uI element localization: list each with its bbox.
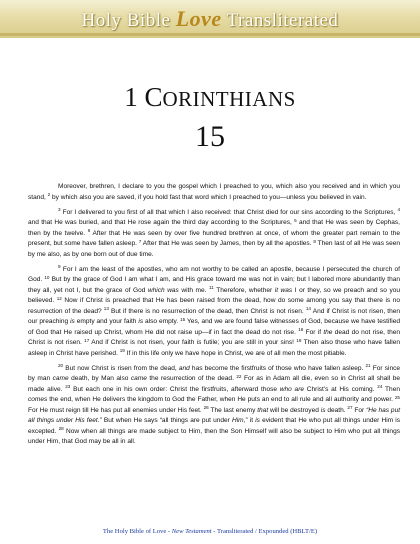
verse-text: death. <box>325 406 348 414</box>
italic-text: which was <box>147 286 179 294</box>
verse-text: Now when all things are made subject to Him, then the Son Himself will also be subject to Him who put all things under Him, that God may be all in all. <box>28 427 400 446</box>
verse-number: 28 <box>58 426 64 432</box>
verse-text: For I delivered to you first of all that which I also received: that Christ died for our sins according to the Scriptures, <box>60 208 398 216</box>
verse-text: If in this life only we have hope in Christ, we are of all men the most pitiable. <box>124 349 347 357</box>
italic-text: the <box>323 328 333 336</box>
verse-number: 14 <box>305 306 311 312</box>
verse-number: 17 <box>84 337 90 343</box>
verse-number: 10 <box>44 274 50 280</box>
verse-text: Now if Christ is preached that He has been raised from the dead, how do some among you say that there is no resurrection of the dead? <box>28 297 400 315</box>
verse-text: and that He was seen by Cephas, then by the twelve. <box>28 219 400 237</box>
italic-text: is <box>138 318 144 326</box>
banner-title <box>0 6 420 32</box>
paragraph <box>28 364 400 448</box>
verse-number: 6 <box>87 228 91 234</box>
verse-number: 16 <box>298 327 304 333</box>
verse-text: For since by man <box>28 364 400 383</box>
verse-number: 4 <box>397 207 400 213</box>
banner-title-part1: Holy Bible <box>81 10 176 31</box>
verse-text: by which also you are saved, if you hold fast that word which I preached to you—unless you believed in vain. <box>50 193 367 201</box>
paragraph <box>28 208 400 261</box>
verse-number: 23 <box>65 384 71 390</box>
verse-number: 12 <box>56 295 62 301</box>
verse-text: After that He was seen by over five hundred brethren at once, of whom the greater part remain to the present, but some have fallen asleep. <box>28 229 400 248</box>
italic-text: “He has put all things under His feet.” <box>28 406 401 425</box>
verse-number: 15 <box>180 316 186 322</box>
verse-text: and that He was buried, and that He rose again the third day according to the Scriptures, <box>28 219 295 227</box>
verse-text: has become the firstfruits of those who have fallen asleep. <box>189 364 366 372</box>
verse-text: with me. <box>178 286 209 294</box>
verse-number: 9 <box>58 264 61 270</box>
banner-title-part2: Transliterated <box>221 10 339 31</box>
italic-text: is <box>70 318 75 326</box>
verse-number: 3 <box>58 207 61 213</box>
verse-number: 26 <box>203 405 209 411</box>
verse-text: Yes, and we are found false witnesses of God, because we have testified of God that He raised up Christ, whom He did not raise up—if in fact the dead do not rise. <box>28 318 400 336</box>
verse-number: 13 <box>103 306 109 312</box>
verse-number: 22 <box>236 373 242 379</box>
verse-text: will be destroyed <box>268 406 321 414</box>
verse-text: Christ's at His coming. <box>304 385 378 393</box>
verse-number: 27 <box>347 405 353 411</box>
chapter-number: 15 <box>195 120 225 153</box>
book-title <box>0 82 420 113</box>
footer-suffix: - Transliterated / Expounded (HBLT/E) <box>211 528 318 535</box>
italic-text: is <box>320 406 326 414</box>
verse-text: ” it <box>245 417 256 425</box>
verse-text: futile; you are still in your sins! <box>201 339 297 347</box>
italic-text: comes <box>28 396 48 404</box>
italic-text: came <box>52 375 69 383</box>
verse-number: 18 <box>296 337 302 343</box>
verse-text: For if <box>303 328 324 336</box>
paragraph <box>28 182 400 203</box>
verse-text: After that He was seen by James, then by all the apostles. <box>141 240 314 248</box>
verse-text: But when He says “all things are put under <box>101 417 232 425</box>
verse-text: death, by Man also <box>68 375 131 383</box>
paragraph <box>28 265 400 360</box>
verse-text: But each one in his own order: Christ the firstfruits, afterward those <box>70 385 280 393</box>
verse-number: 25 <box>394 394 400 400</box>
verse-text: the end, when He delivers the kingdom to God the Father, when He puts an end to all rule and all authority and power. <box>47 396 395 404</box>
book-title-rest: ORINTHIANS <box>162 87 296 111</box>
italic-text: who are <box>279 385 305 393</box>
verse-number: 21 <box>365 363 371 369</box>
page-footer <box>0 528 420 535</box>
verse-text: evident that He who put all things under Him is excepted. <box>28 417 400 435</box>
verse-text: the resurrection of the dead. <box>146 375 237 383</box>
verse-text: And if Christ is not risen, then our preaching <box>28 307 400 326</box>
verse-number: 20 <box>58 363 64 369</box>
verse-text: For as in Adam all die, even so in Christ all shall be made alive. <box>28 375 400 393</box>
verse-text: also empty. <box>143 318 181 326</box>
italic-text: is <box>255 417 260 425</box>
italic-text: came <box>130 375 147 383</box>
italic-text: that <box>257 406 269 414</box>
verse-number: 2 <box>47 192 51 198</box>
book-title-initial: 1 C <box>124 82 163 112</box>
verse-text: And if Christ is not risen, your faith <box>89 339 197 347</box>
verse-number: 8 <box>313 238 316 244</box>
verse-number: 24 <box>377 384 383 390</box>
footer-prefix: The Holy Bible of Love - <box>102 528 172 535</box>
verse-number: 19 <box>119 348 125 354</box>
verse-text: dead do not rise, then Christ is not risen. <box>28 328 400 347</box>
footer-italic: New Testament <box>171 528 212 535</box>
verse-text: Therefore, whether <box>213 286 275 294</box>
header-banner <box>0 0 420 38</box>
verse-text: Then <box>382 385 400 393</box>
verse-number: 7 <box>138 238 142 244</box>
verse-number: 5 <box>294 217 297 223</box>
verse-text: For I am the least of the apostles, who am not worthy to be called an apostle, because I persecuted the church of God. <box>28 265 400 284</box>
verse-text: But now Christ is risen from the dead, <box>63 364 179 372</box>
verse-text: Moreover, brethren, I declare to you the gospel which I preached to you, which also you received and in which you stand, <box>28 183 400 201</box>
verse-text: empty and your faith <box>74 318 139 326</box>
italic-text: Him, <box>231 417 246 425</box>
verse-number: 11 <box>209 285 214 291</box>
italic-text: is <box>196 339 202 347</box>
scripture-text <box>28 182 400 452</box>
verse-text: But if there is no resurrection of the dead, then Christ is not risen. <box>108 307 306 315</box>
verse-text: The last enemy <box>208 406 258 414</box>
verse-text: Then last of all He was seen by me also, as by one born out of due time. <box>28 240 400 258</box>
italic-text: and <box>178 364 190 372</box>
verse-text: Then also those who have fallen asleep in Christ have perished. <box>28 339 400 357</box>
banner-title-love: Love <box>175 6 222 31</box>
italic-text: it was <box>274 286 293 294</box>
verse-text: For He must reign till He has put all enemies under His feet. <box>28 406 204 414</box>
banner-rule <box>0 33 420 36</box>
verse-text: I or they, so we preach and so you believed. <box>28 286 401 305</box>
verse-text: But by the grace of God I am what I am, and His grace toward me was not in vain; but I labored more abundantly than they all, yet not I, but the grace of God <box>28 276 400 294</box>
verse-text: For <box>352 406 367 414</box>
